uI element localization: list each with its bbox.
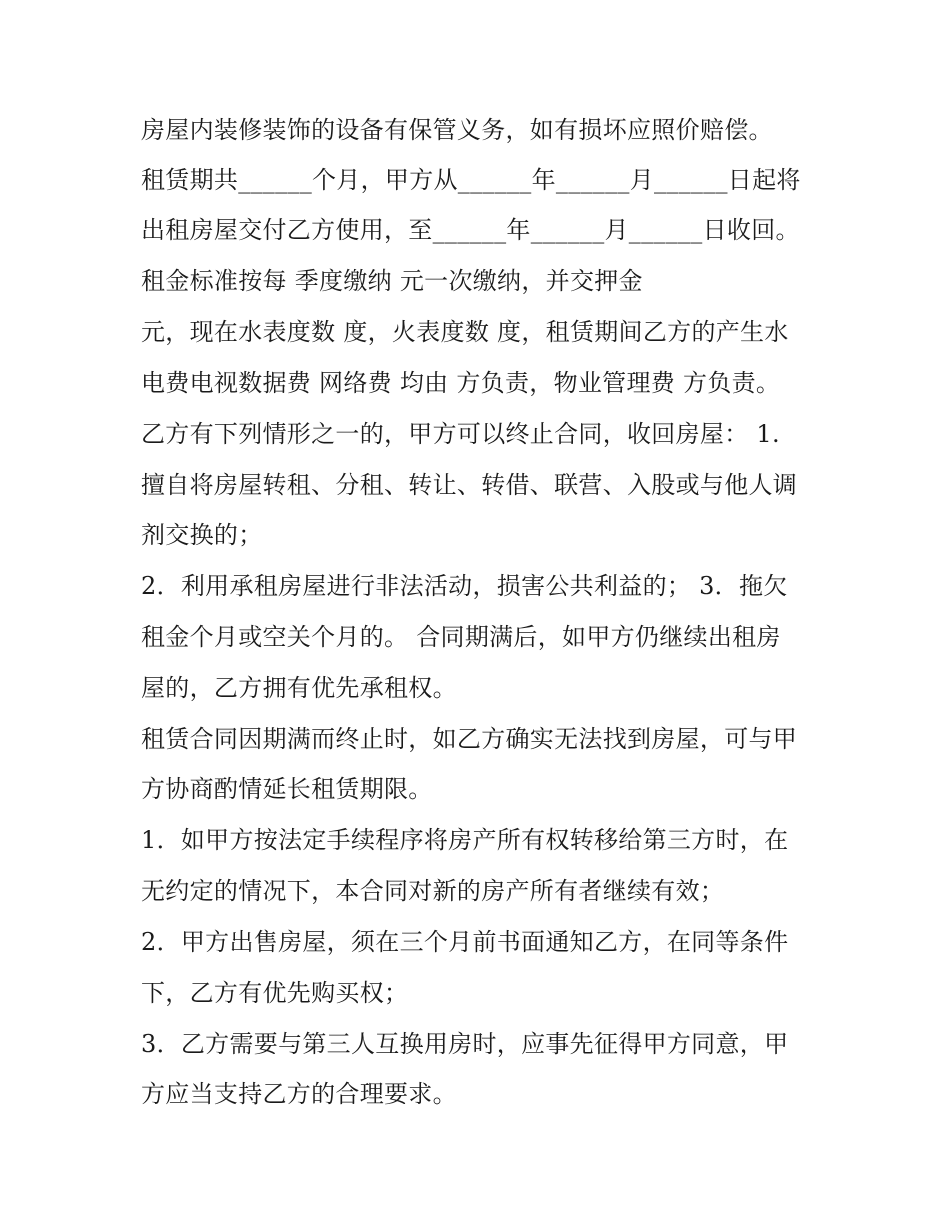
text-line: 剂交换的；: [141, 521, 263, 549]
text-line: 方应当支持乙方的合理要求。: [141, 1080, 457, 1108]
text-line: 2．利用承租房屋进行非法活动，损害公共利益的； 3．拖欠: [141, 572, 788, 600]
text-line: 2．甲方出售房屋，须在三个月前书面通知乙方，在同等条件: [141, 928, 789, 956]
text-line: 下，乙方有优先购买权；: [141, 979, 409, 1007]
text-line: 租赁期共______个月，甲方从______年______月______日起将: [141, 166, 801, 194]
text-line: 出租房屋交付乙方使用，至______年______月______日收回。: [141, 216, 800, 244]
text-line: 租金标准按每 季度缴纳 元一次缴纳，并交押金: [141, 267, 643, 295]
text-line: 1．如甲方按法定手续程序将房产所有权转移给第三方时，在: [141, 826, 789, 854]
text-line: 屋的，乙方拥有优先承租权。: [141, 674, 457, 702]
text-line: 3．乙方需要与第三人互换用房时，应事先征得甲方同意，甲: [141, 1030, 789, 1058]
text-line: 无约定的情况下，本合同对新的房产所有者继续有效；: [141, 877, 725, 905]
text-line: 租金个月或空关个月的。 合同期满后，如甲方仍继续出租房: [141, 623, 781, 651]
text-line: 方协商酌情延长租赁期限。: [141, 775, 433, 803]
text-line: 擅自将房屋转租、分租、转让、转借、联营、入股或与他人调: [141, 471, 798, 499]
text-line: 房屋内装修装饰的设备有保管义务，如有损坏应照价赔偿。: [141, 116, 773, 144]
text-line: 租赁合同因期满而终止时，如乙方确实无法找到房屋，可与甲: [141, 725, 798, 753]
text-line: 元，现在水表度数 度，火表度数 度，租赁期间乙方的产生水: [141, 318, 789, 346]
text-line: 乙方有下列情形之一的，甲方可以终止合同，收回房屋： 1.: [141, 420, 780, 448]
text-line: 电费电视数据费 网络费 均由 方负责，物业管理费 方负责。: [141, 369, 781, 397]
